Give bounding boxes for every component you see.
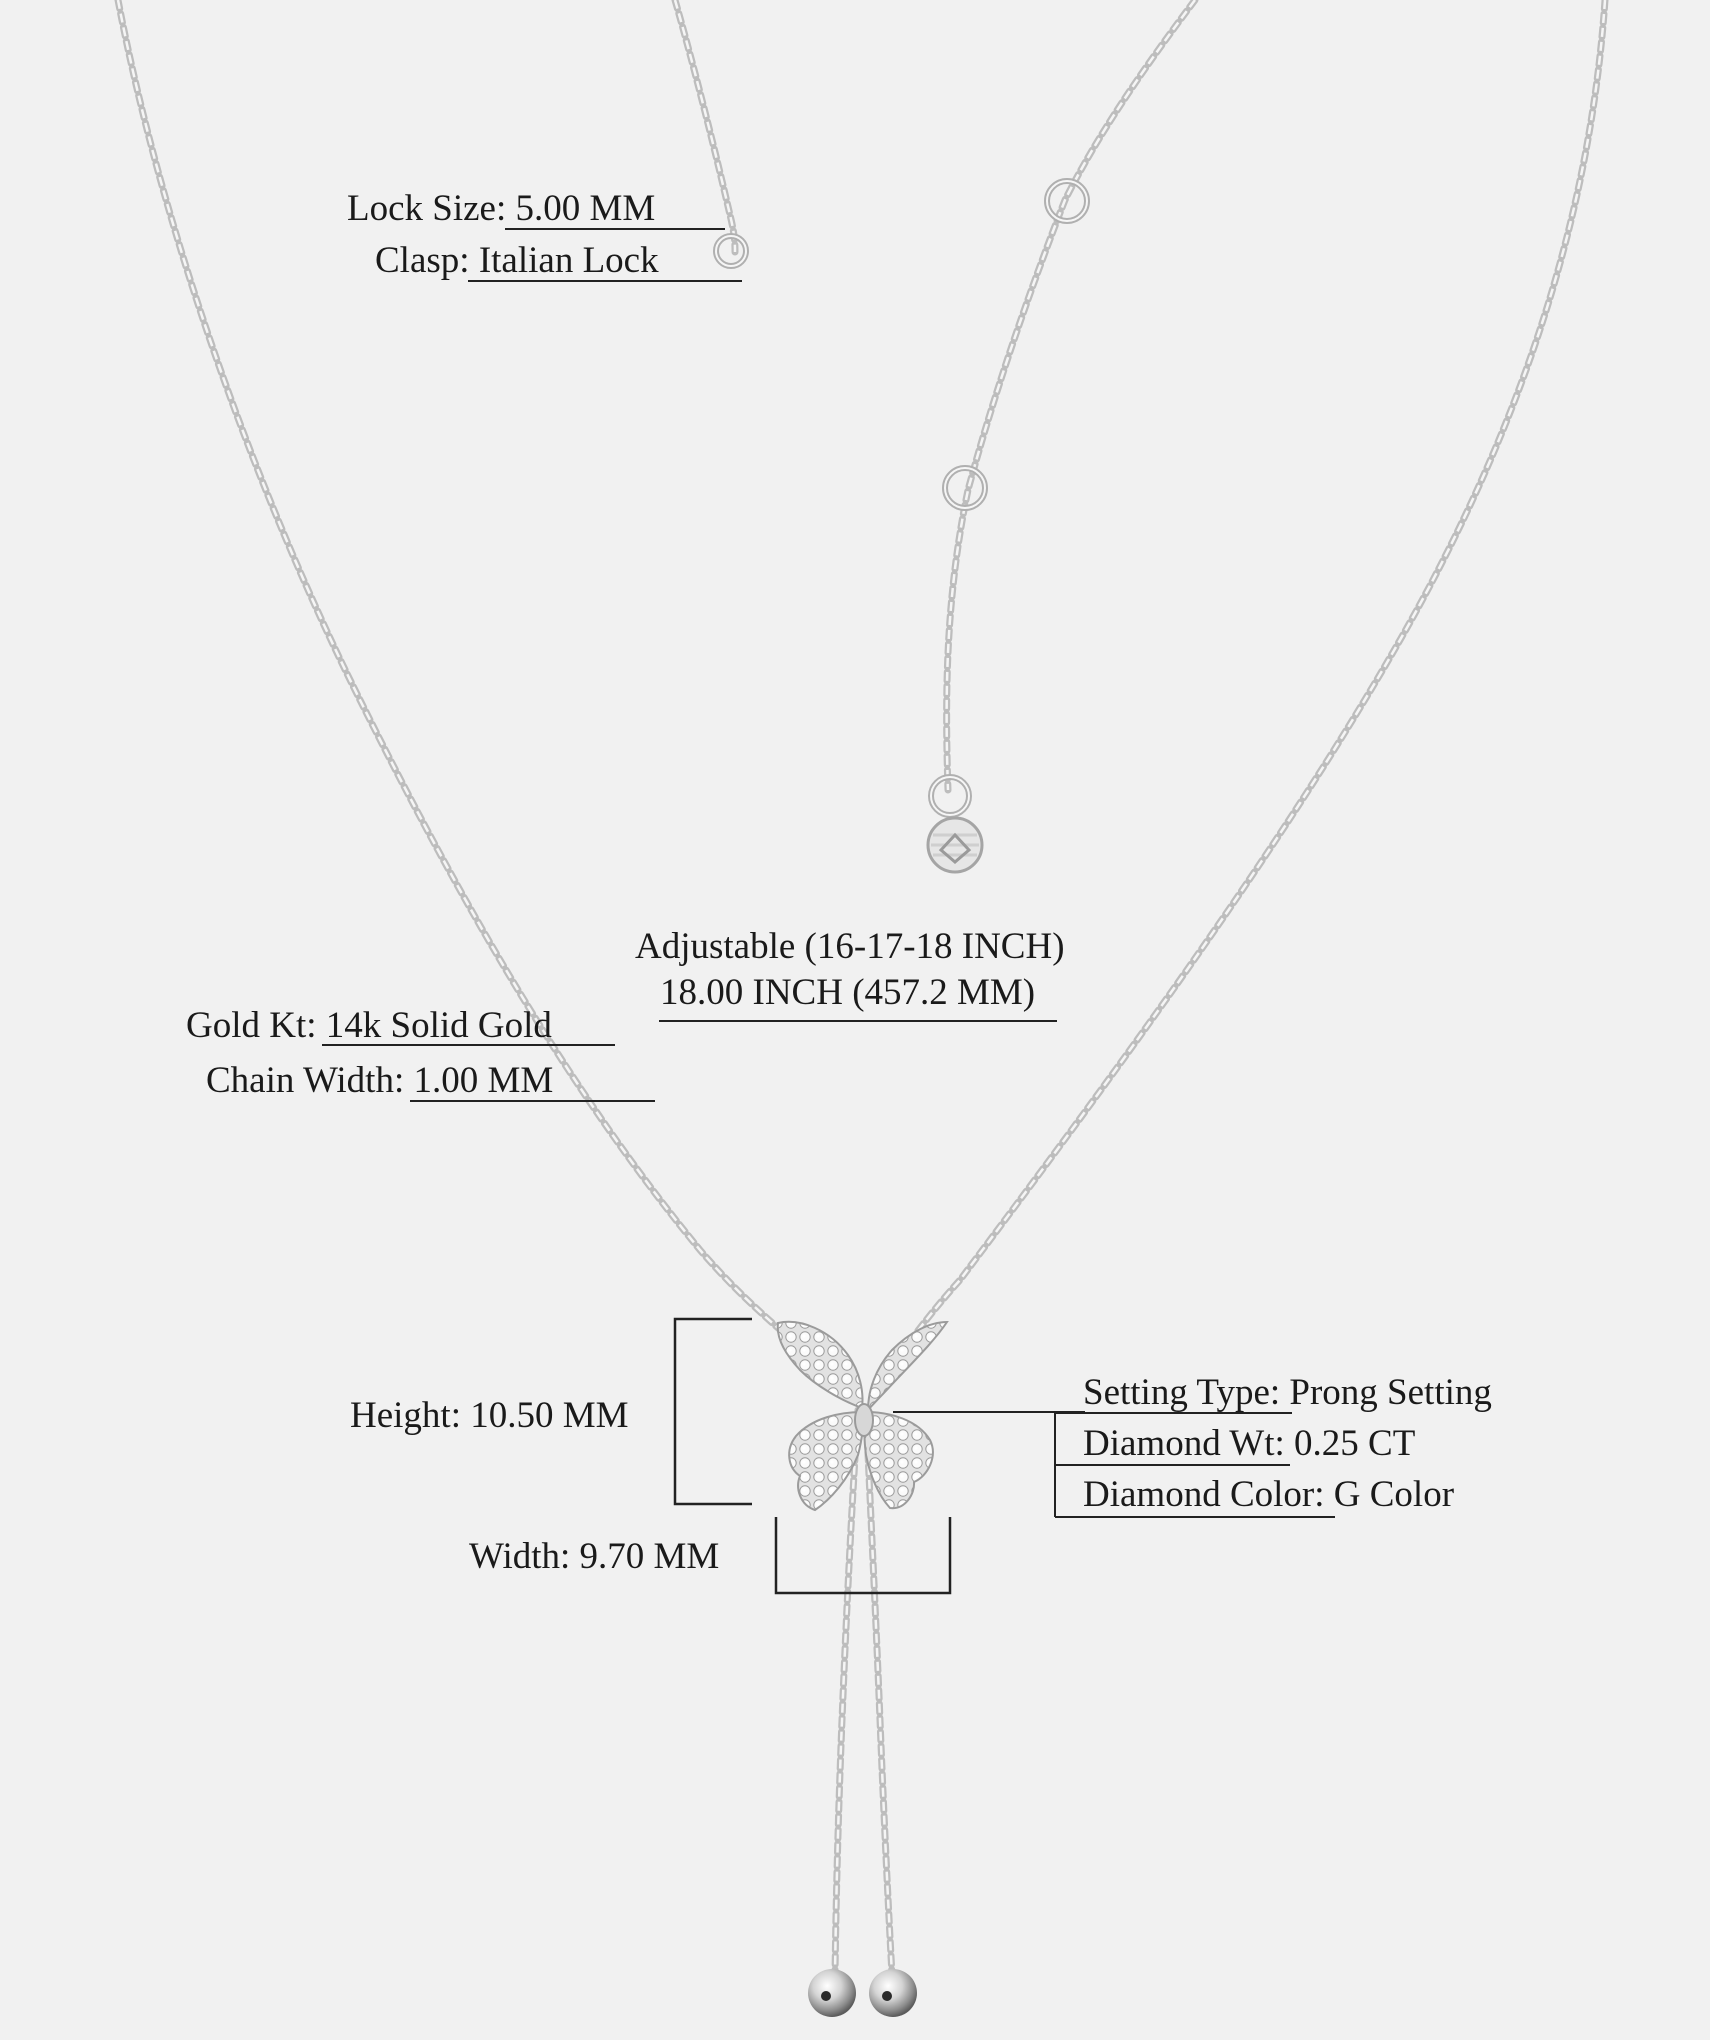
butterfly-pendant xyxy=(778,1322,947,1510)
adjustable-label: Adjustable (16-17-18 INCH) xyxy=(635,926,1065,967)
clasp-value: Italian Lock xyxy=(469,240,659,281)
diamond-color-spec xyxy=(1083,1476,1454,1513)
gold-kt-label: Gold Kt: xyxy=(186,1005,317,1046)
adjustable-spec xyxy=(635,928,1065,965)
width-label: Width: 9.70 MM xyxy=(469,1536,720,1577)
width-spec xyxy=(469,1538,719,1575)
diamond-color-value: G Color xyxy=(1324,1474,1455,1515)
chain-right xyxy=(872,0,1605,1395)
height-spec xyxy=(350,1397,629,1434)
diamond-wt-spec xyxy=(1083,1425,1415,1462)
height-bracket xyxy=(675,1319,752,1504)
chain-width-label: Chain Width: xyxy=(206,1060,405,1101)
lock-size-value: 5.00 MM xyxy=(506,188,656,229)
setting-type-spec xyxy=(1083,1374,1492,1411)
gold-kt-spec xyxy=(186,1007,552,1044)
logo-tag xyxy=(928,818,982,872)
gold-kt-value: 14k Solid Gold xyxy=(316,1005,552,1046)
lock-size-label: Lock Size: xyxy=(347,188,507,229)
lock-size-spec xyxy=(347,190,655,227)
end-bead-left xyxy=(808,1969,856,2017)
diamond-wt-value: 0.25 CT xyxy=(1284,1423,1416,1464)
end-bead-right xyxy=(869,1969,917,2017)
height-label: Height: 10.50 MM xyxy=(350,1395,629,1436)
diamond-color-label: Diamond Color: xyxy=(1083,1474,1325,1515)
chain-width-value: 1.00 MM xyxy=(404,1060,554,1101)
dangle-chain-left xyxy=(835,1410,858,1975)
width-bracket xyxy=(776,1517,950,1593)
clasp-label: Clasp: xyxy=(375,240,470,281)
setting-type-label: Setting Type: xyxy=(1083,1372,1281,1413)
chain-extender xyxy=(947,0,1195,790)
length-spec xyxy=(660,974,1035,1011)
clasp-spec xyxy=(375,242,659,279)
diamond-wt-label: Diamond Wt: xyxy=(1083,1423,1285,1464)
chain-clasp-side xyxy=(675,0,735,252)
chain-width-spec xyxy=(206,1062,553,1099)
setting-type-value: Prong Setting xyxy=(1280,1372,1492,1413)
length-value: 18.00 INCH (457.2 MM) xyxy=(660,972,1036,1013)
